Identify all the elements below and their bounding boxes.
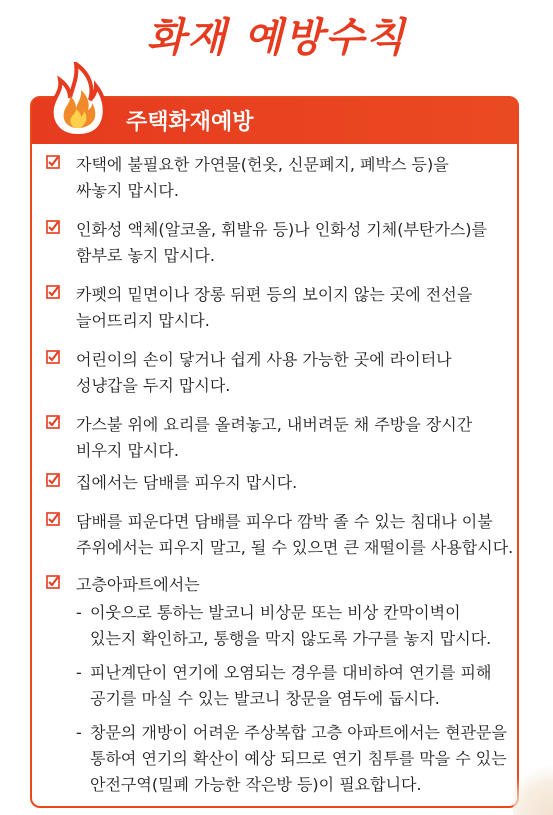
sub-item-text: 창문의 개방이 어려운 주상복합 고층 아파트에서는 현관문을 통하여 연기의 확산이 예상 되므로 연기 침투를 막을 수 있는 안전구역(밀폐 가능한 작은방 등)이 필요합니다. (90, 723, 507, 794)
checkbox-icon (46, 512, 60, 526)
dash-marker: - (76, 723, 82, 742)
fire-icon (48, 62, 108, 138)
checkbox-icon (46, 285, 60, 299)
corner-decoration (513, 755, 553, 815)
dash-marker: - (76, 603, 82, 622)
section-heading: 주택화재예방 (126, 110, 254, 135)
item-text: 담배를 피운다면 담배를 피우다 깜박 졸 수 있는 침대나 이불 주위에서는 피우지 말고, 될 수 있으면 큰 재떨이를 사용합시다. (76, 512, 514, 557)
page-title: 화재 예방수칙 (146, 15, 407, 61)
checkbox-icon (46, 575, 60, 589)
checkbox-icon (46, 155, 60, 169)
checkbox-icon (46, 415, 60, 429)
sub-item-text: 피난계단이 연기에 오염되는 경우를 대비하여 연기를 피해 공기를 마실 수 있는 발코니 창문을 염두에 둡시다. (90, 663, 492, 708)
item-text: 가스불 위에 요리를 올려놓고, 내버려둔 채 주방을 장시간 비우지 맙시다. (76, 415, 473, 460)
item-text: 인화성 액체(알코올, 휘발유 등)나 인화성 기체(부탄가스)를 함부로 놓지 맙시다. (76, 220, 487, 265)
item-text: 고층아파트에서는 (76, 575, 200, 594)
checkbox-icon (46, 220, 60, 234)
checkbox-icon (46, 350, 60, 364)
checkbox-icon (46, 473, 60, 487)
sub-item-text: 이웃으로 통하는 발코니 비상문 또는 비상 칸막이벽이 있는지 확인하고, 통행을 막지 않도록 가구를 놓지 맙시다. (90, 603, 492, 648)
dash-marker: - (76, 663, 82, 682)
item-text: 어린이의 손이 닿거나 쉽게 사용 가능한 곳에 라이터나 성냥갑을 두지 맙시다. (76, 350, 452, 395)
item-text: 집에서는 담배를 피우지 맙시다. (76, 473, 298, 492)
item-text: 카펫의 밑면이나 장롱 뒤편 등의 보이지 않는 곳에 전선을 늘어뜨리지 맙시다. (76, 285, 473, 330)
item-text: 자택에 불필요한 가연물(헌옷, 신문폐지, 폐박스 등)을 싸놓지 맙시다. (76, 155, 449, 200)
